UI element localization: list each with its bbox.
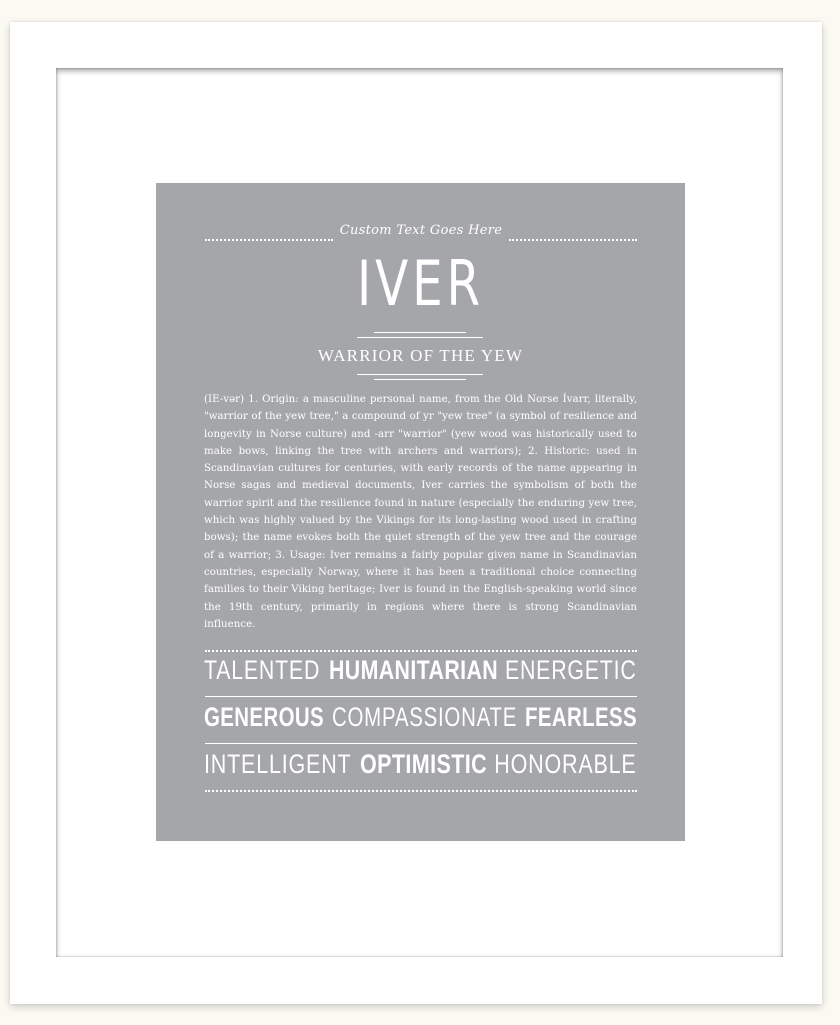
custom-text: Custom Text Goes Here — [339, 223, 503, 238]
title-rule-bottom-2 — [374, 379, 466, 380]
name-meaning-print — [156, 183, 685, 841]
trait: FEARLESS — [524, 702, 637, 732]
dotted-divider-right — [509, 239, 637, 241]
trait: TALENTED — [204, 655, 321, 685]
dotted-divider-left — [205, 239, 333, 241]
trait: OPTIMISTIC — [360, 749, 488, 779]
dotted-divider-traits-bottom — [205, 790, 637, 792]
title-rule-top-2 — [357, 337, 483, 338]
name-title: IVER — [356, 247, 485, 320]
trait-divider-1 — [205, 696, 637, 697]
name-meaning: WARRIOR OF THE YEW — [317, 346, 524, 365]
title-rule-bottom-1 — [357, 374, 483, 375]
trait: HONORABLE — [494, 749, 637, 779]
trait-row-3 — [204, 749, 637, 785]
trait-row-2 — [204, 702, 637, 738]
trait: INTELLIGENT — [204, 749, 352, 779]
trait: COMPASSIONATE — [331, 702, 518, 732]
name-definition: (IE-vər) 1. Origin: a masculine personal name, from the Old Norse Ívarr, literally, "warrior of the yew tree," a compound of yr "yew tree" (a symbol of resilience and longevity in Norse culture) and -arr "warrior" (yew wood was historically used to make bows, linking the tree with archers and warriors); 2. Historic: used in Scandinavian cultures for centuries, with early records of the name appearing in Norse sagas and medieval documents, Iver carries the symbolism of both the warrior spirit and the resilience found in nature (especially the enduring yew tree, which was highly valued by the Vikings for its long-lasting wood used in crafting bows); the name evokes both the quiet strength of the yew tree and the courage of a warrior; 3. Usage: Iver remains a fairly popular given name in Scandinavian countries, especially Norway, where it has been a traditional choice connecting families to their Viking heritage; Iver is found in the English-speaking world since the 19th century, primarily in regions where there is strong Scandinavian influence. — [204, 394, 637, 630]
trait: ENERGETIC — [505, 655, 637, 685]
trait-divider-2 — [205, 743, 637, 744]
trait-row-1 — [204, 655, 637, 691]
title-rule-top-1 — [374, 332, 466, 333]
dotted-divider-traits-top — [205, 650, 637, 652]
trait: HUMANITARIAN — [328, 655, 498, 685]
trait: GENEROUS — [204, 702, 325, 732]
